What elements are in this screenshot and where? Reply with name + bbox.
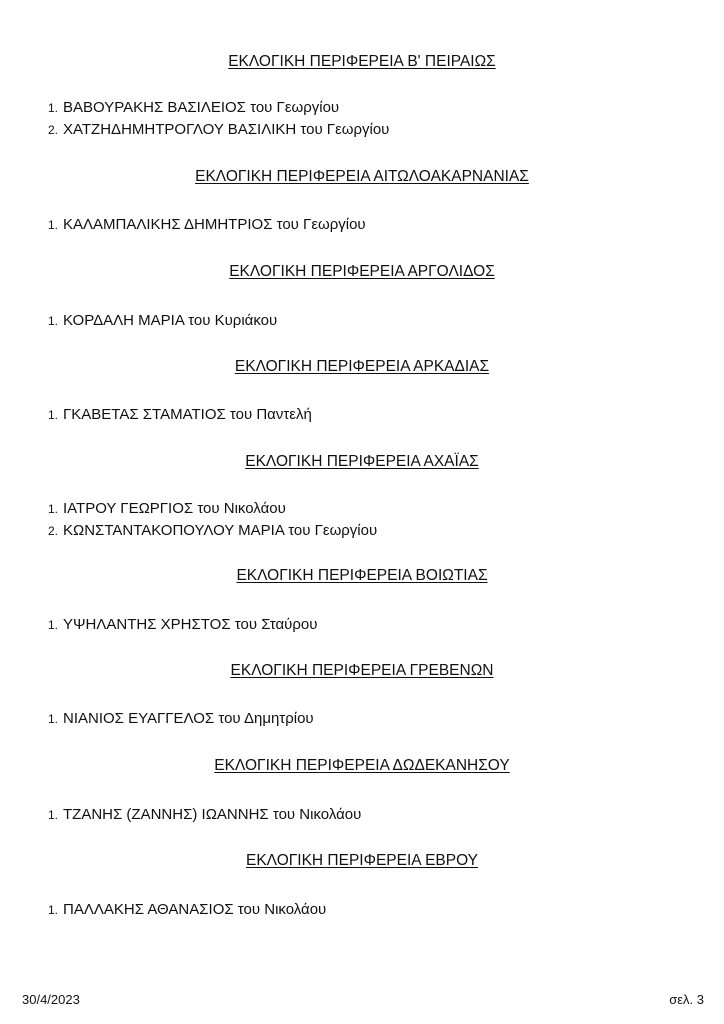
candidate-list <box>48 498 377 542</box>
candidate-name: ΠΑΛΛΑΚΗΣ ΑΘΑΝΑΣΙΟΣ του Νικολάου <box>63 901 327 918</box>
candidate-number: 1. <box>48 101 59 115</box>
candidate-number: 1. <box>48 502 59 516</box>
candidate-number: 1. <box>48 903 59 917</box>
candidate-name: ΥΨΗΛΑΝΤΗΣ ΧΡΗΣΤΟΣ του Σταύρου <box>63 616 318 633</box>
region-heading: ΕΚΛΟΓΙΚΗ ΠΕΡΙΦΕΡΕΙΑ ΑΡΚΑΔΙΑΣ <box>234 358 490 375</box>
candidate-list <box>48 899 326 921</box>
candidate-number: 1. <box>48 408 59 422</box>
candidate-list <box>48 310 277 332</box>
candidate-item <box>48 614 317 636</box>
candidate-number: 1. <box>48 218 59 232</box>
candidate-name: ΚΩΝΣΤΑΝΤΑΚΟΠΟΥΛΟΥ ΜΑΡΙΑ του Γεωργίου <box>63 522 378 539</box>
candidate-item <box>48 498 377 520</box>
footer-date: 30/4/2023 <box>22 992 80 1007</box>
candidate-name: ΚΑΛΑΜΠΑΛΙΚΗΣ ΔΗΜΗΤΡΙΟΣ του Γεωργίου <box>63 216 366 233</box>
candidate-name: ΒΑΒΟΥΡΑΚΗΣ ΒΑΣΙΛΕΙΟΣ του Γεωργίου <box>63 99 340 116</box>
candidate-name: ΙΑΤΡΟΥ ΓΕΩΡΓΙΟΣ του Νικολάου <box>63 500 286 517</box>
candidate-list <box>48 404 312 426</box>
candidate-name: ΤΖΑΝΗΣ (ΖΑΝΝΗΣ) ΙΩΑΝΝΗΣ του Νικολάου <box>63 806 362 823</box>
candidate-number: 1. <box>48 618 59 632</box>
candidate-list <box>48 614 317 636</box>
candidate-item <box>48 404 312 426</box>
candidate-list <box>48 804 361 826</box>
candidate-number: 1. <box>48 808 59 822</box>
candidate-name: ΧΑΤΖΗΔΗΜΗΤΡΟΓΛΟΥ ΒΑΣΙΛΙΚΗ του Γεωργίου <box>63 121 390 138</box>
region-heading: ΕΚΛΟΓΙΚΗ ΠΕΡΙΦΕΡΕΙΑ ΑΡΓΟΛΙΔΟΣ <box>229 263 495 280</box>
region-heading: ΕΚΛΟΓΙΚΗ ΠΕΡΙΦΕΡΕΙΑ Β' ΠΕΙΡΑΙΩΣ <box>228 53 496 70</box>
candidate-name: ΓΚΑΒΕΤΑΣ ΣΤΑΜΑΤΙΟΣ του Παντελή <box>63 406 312 423</box>
candidate-item <box>48 119 389 141</box>
candidate-item <box>48 804 361 826</box>
region-heading: ΕΚΛΟΓΙΚΗ ΠΕΡΙΦΕΡΕΙΑ ΑΧΑΪΑΣ <box>245 453 479 470</box>
candidate-name: ΝΙΑΝΙΟΣ ΕΥΑΓΓΕΛΟΣ του Δημητρίου <box>63 710 314 727</box>
candidate-item <box>48 97 389 119</box>
footer-page-number: σελ. 3 <box>669 992 704 1007</box>
candidate-item <box>48 310 277 332</box>
region-heading: ΕΚΛΟΓΙΚΗ ΠΕΡΙΦΕΡΕΙΑ ΒΟΙΩΤΙΑΣ <box>236 567 488 584</box>
candidate-number: 2. <box>48 123 59 137</box>
region-heading: ΕΚΛΟΓΙΚΗ ΠΕΡΙΦΕΡΕΙΑ ΕΒΡΟΥ <box>245 852 478 869</box>
candidate-item <box>48 214 366 236</box>
candidate-list <box>48 97 389 141</box>
candidate-name: ΚΟΡΔΑΛΗ ΜΑΡΙΑ του Κυριάκου <box>63 312 278 329</box>
region-heading: ΕΚΛΟΓΙΚΗ ΠΕΡΙΦΕΡΕΙΑ ΑΙΤΩΛΟΑΚΑΡΝΑΝΙΑΣ <box>195 168 529 185</box>
candidate-item <box>48 708 314 730</box>
region-heading: ΕΚΛΟΓΙΚΗ ΠΕΡΙΦΕΡΕΙΑ ΓΡΕΒΕΝΩΝ <box>230 662 494 679</box>
candidate-number: 1. <box>48 712 59 726</box>
candidate-item <box>48 520 377 542</box>
region-heading: ΕΚΛΟΓΙΚΗ ΠΕΡΙΦΕΡΕΙΑ ΔΩΔΕΚΑΝΗΣΟΥ <box>214 757 510 774</box>
candidate-list <box>48 214 366 236</box>
candidate-number: 2. <box>48 524 59 538</box>
candidate-list <box>48 708 314 730</box>
candidate-number: 1. <box>48 314 59 328</box>
candidate-item <box>48 899 326 921</box>
